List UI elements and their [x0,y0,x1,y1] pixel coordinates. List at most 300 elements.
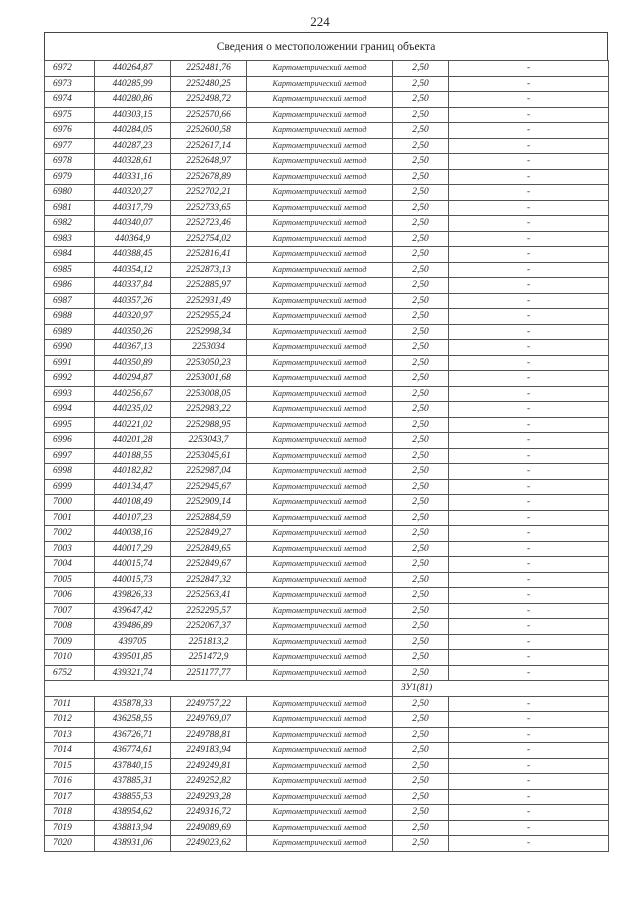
method-cell: Картометрический метод [247,479,393,495]
y-coordinate-cell: 2252849,27 [171,526,247,542]
table-row [45,138,609,154]
x-coordinate-cell: 439501,85 [95,650,171,666]
method-cell: Картометрический метод [247,138,393,154]
method-cell: Картометрический метод [247,712,393,728]
table-row [45,76,609,92]
x-coordinate-cell: 440317,79 [95,200,171,216]
method-cell: Картометрический метод [247,340,393,356]
accuracy-cell: 2,50 [393,836,449,852]
method-cell: Картометрический метод [247,789,393,805]
table-row [45,805,609,821]
description-cell: - [449,309,609,325]
description-cell: - [449,61,609,77]
accuracy-cell: 2,50 [393,138,449,154]
method-cell: Картометрический метод [247,510,393,526]
accuracy-cell: 2,50 [393,107,449,123]
description-cell: - [449,789,609,805]
point-number-cell: 6980 [45,185,95,201]
x-coordinate-cell: 440201,28 [95,433,171,449]
point-number-cell: 7018 [45,805,95,821]
point-number-cell: 7014 [45,743,95,759]
point-number-cell: 7001 [45,510,95,526]
description-cell: - [449,836,609,852]
method-cell: Картометрический метод [247,324,393,340]
point-number-cell: 7015 [45,758,95,774]
accuracy-cell: 2,50 [393,712,449,728]
method-cell: Картометрический метод [247,696,393,712]
table-row [45,634,609,650]
accuracy-cell: 2,50 [393,417,449,433]
point-number-cell: 6976 [45,123,95,139]
table-row [45,278,609,294]
y-coordinate-cell: 2249089,69 [171,820,247,836]
table-row [45,200,609,216]
method-cell: Картометрический метод [247,231,393,247]
table-row [45,820,609,836]
method-cell: Картометрический метод [247,355,393,371]
description-cell: - [449,92,609,108]
x-coordinate-cell: 440320,27 [95,185,171,201]
coordinates-table [44,60,609,852]
table-row [45,758,609,774]
y-coordinate-cell: 2252885,97 [171,278,247,294]
section-label: ЗУ1(81) [393,681,609,697]
description-cell: - [449,665,609,681]
x-coordinate-cell: 439826,33 [95,588,171,604]
description-cell: - [449,231,609,247]
method-cell: Картометрический метод [247,371,393,387]
point-number-cell: 6998 [45,464,95,480]
table-row [45,495,609,511]
point-number-cell: 6975 [45,107,95,123]
x-coordinate-cell: 440357,26 [95,293,171,309]
x-coordinate-cell: 440108,49 [95,495,171,511]
point-number-cell: 6985 [45,262,95,278]
method-cell: Картометрический метод [247,185,393,201]
y-coordinate-cell: 2249023,62 [171,836,247,852]
description-cell: - [449,169,609,185]
y-coordinate-cell: 2249788,81 [171,727,247,743]
table-title: Сведения о местоположении границ объекта [44,32,608,60]
description-cell: - [449,448,609,464]
table-row [45,541,609,557]
x-coordinate-cell: 440367,13 [95,340,171,356]
accuracy-cell: 2,50 [393,309,449,325]
point-number-cell: 7017 [45,789,95,805]
point-number-cell: 6992 [45,371,95,387]
y-coordinate-cell: 2252847,32 [171,572,247,588]
accuracy-cell: 2,50 [393,169,449,185]
x-coordinate-cell: 437885,31 [95,774,171,790]
y-coordinate-cell: 2252849,67 [171,557,247,573]
accuracy-cell: 2,50 [393,448,449,464]
y-coordinate-cell: 2249757,22 [171,696,247,712]
y-coordinate-cell: 2252617,14 [171,138,247,154]
y-coordinate-cell: 2253045,61 [171,448,247,464]
y-coordinate-cell: 2252067,37 [171,619,247,635]
table-row [45,293,609,309]
table-row [45,433,609,449]
x-coordinate-cell: 440017,29 [95,541,171,557]
x-coordinate-cell: 440350,89 [95,355,171,371]
accuracy-cell: 2,50 [393,154,449,170]
description-cell: - [449,650,609,666]
description-cell: - [449,433,609,449]
point-number-cell: 6994 [45,402,95,418]
description-cell: - [449,805,609,821]
x-coordinate-cell: 440284,05 [95,123,171,139]
table-row [45,371,609,387]
description-cell: - [449,402,609,418]
table-row [45,355,609,371]
accuracy-cell: 2,50 [393,572,449,588]
y-coordinate-cell: 2251472,9 [171,650,247,666]
point-number-cell: 6996 [45,433,95,449]
table-row [45,650,609,666]
y-coordinate-cell: 2252998,34 [171,324,247,340]
description-cell: - [449,572,609,588]
x-coordinate-cell: 439321,74 [95,665,171,681]
point-number-cell: 6981 [45,200,95,216]
accuracy-cell: 2,50 [393,541,449,557]
table-row [45,247,609,263]
description-cell: - [449,324,609,340]
x-coordinate-cell: 440182,82 [95,464,171,480]
method-cell: Картометрический метод [247,634,393,650]
table-row [45,123,609,139]
method-cell: Картометрический метод [247,216,393,232]
description-cell: - [449,510,609,526]
table-row [45,185,609,201]
y-coordinate-cell: 2249769,07 [171,712,247,728]
accuracy-cell: 2,50 [393,324,449,340]
point-number-cell: 7012 [45,712,95,728]
method-cell: Картометрический метод [247,293,393,309]
boundary-table-container [44,32,608,852]
description-cell: - [449,386,609,402]
x-coordinate-cell: 440188,55 [95,448,171,464]
accuracy-cell: 2,50 [393,262,449,278]
x-coordinate-cell: 440350,26 [95,324,171,340]
method-cell: Картометрический метод [247,557,393,573]
x-coordinate-cell: 440354,12 [95,262,171,278]
accuracy-cell: 2,50 [393,278,449,294]
table-row [45,510,609,526]
accuracy-cell: 2,50 [393,464,449,480]
table-row [45,619,609,635]
x-coordinate-cell: 435878,33 [95,696,171,712]
x-coordinate-cell: 440388,45 [95,247,171,263]
y-coordinate-cell: 2252480,25 [171,76,247,92]
method-cell: Картометрический метод [247,402,393,418]
page-number: 224 [310,14,330,29]
point-number-cell: 6983 [45,231,95,247]
point-number-cell: 6999 [45,479,95,495]
point-number-cell: 6990 [45,340,95,356]
y-coordinate-cell: 2253034 [171,340,247,356]
y-coordinate-cell: 2252987,04 [171,464,247,480]
accuracy-cell: 2,50 [393,216,449,232]
x-coordinate-cell: 440337,84 [95,278,171,294]
x-coordinate-cell: 440221,02 [95,417,171,433]
y-coordinate-cell: 2252945,67 [171,479,247,495]
description-cell: - [449,216,609,232]
table-row [45,603,609,619]
description-cell: - [449,495,609,511]
y-coordinate-cell: 2252481,76 [171,61,247,77]
description-cell: - [449,154,609,170]
method-cell: Картометрический метод [247,727,393,743]
y-coordinate-cell: 2253008,05 [171,386,247,402]
point-number-cell: 6989 [45,324,95,340]
x-coordinate-cell: 440328,61 [95,154,171,170]
y-coordinate-cell: 2253001,68 [171,371,247,387]
description-cell: - [449,696,609,712]
description-cell: - [449,417,609,433]
accuracy-cell: 2,50 [393,402,449,418]
method-cell: Картометрический метод [247,123,393,139]
y-coordinate-cell: 2252295,57 [171,603,247,619]
y-coordinate-cell: 2252702,21 [171,185,247,201]
table-row [45,464,609,480]
accuracy-cell: 2,50 [393,433,449,449]
description-cell: - [449,107,609,123]
x-coordinate-cell: 440331,16 [95,169,171,185]
accuracy-cell: 2,50 [393,479,449,495]
method-cell: Картометрический метод [247,417,393,433]
table-row [45,712,609,728]
point-number-cell: 7011 [45,696,95,712]
method-cell: Картометрический метод [247,805,393,821]
accuracy-cell: 2,50 [393,758,449,774]
x-coordinate-cell: 440015,74 [95,557,171,573]
accuracy-cell: 2,50 [393,634,449,650]
x-coordinate-cell: 440256,67 [95,386,171,402]
accuracy-cell: 2,50 [393,185,449,201]
description-cell: - [449,588,609,604]
method-cell: Картометрический метод [247,262,393,278]
y-coordinate-cell: 2253043,7 [171,433,247,449]
point-number-cell: 7019 [45,820,95,836]
table-row [45,402,609,418]
method-cell: Картометрический метод [247,665,393,681]
table-row [45,340,609,356]
method-cell: Картометрический метод [247,61,393,77]
method-cell: Картометрический метод [247,820,393,836]
description-cell: - [449,464,609,480]
description-cell: - [449,247,609,263]
x-coordinate-cell: 440107,23 [95,510,171,526]
point-number-cell: 6984 [45,247,95,263]
point-number-cell: 6752 [45,665,95,681]
description-cell: - [449,185,609,201]
point-number-cell: 6988 [45,309,95,325]
x-coordinate-cell: 436258,55 [95,712,171,728]
y-coordinate-cell: 2252884,59 [171,510,247,526]
section-row [45,681,609,697]
description-cell: - [449,619,609,635]
point-number-cell: 7006 [45,588,95,604]
y-coordinate-cell: 2252563,41 [171,588,247,604]
x-coordinate-cell: 440264,87 [95,61,171,77]
point-number-cell: 7000 [45,495,95,511]
description-cell: - [449,603,609,619]
table-row [45,92,609,108]
table-row [45,309,609,325]
point-number-cell: 7004 [45,557,95,573]
accuracy-cell: 2,50 [393,805,449,821]
table-row [45,386,609,402]
point-number-cell: 6987 [45,293,95,309]
method-cell: Картометрический метод [247,588,393,604]
accuracy-cell: 2,50 [393,665,449,681]
x-coordinate-cell: 440134,47 [95,479,171,495]
accuracy-cell: 2,50 [393,603,449,619]
accuracy-cell: 2,50 [393,200,449,216]
point-number-cell: 7007 [45,603,95,619]
accuracy-cell: 2,50 [393,743,449,759]
x-coordinate-cell: 439486,89 [95,619,171,635]
table-row [45,774,609,790]
accuracy-cell: 2,50 [393,557,449,573]
y-coordinate-cell: 2252816,41 [171,247,247,263]
x-coordinate-cell: 436774,61 [95,743,171,759]
x-coordinate-cell: 440038,16 [95,526,171,542]
table-row [45,526,609,542]
x-coordinate-cell: 440287,23 [95,138,171,154]
point-number-cell: 7002 [45,526,95,542]
description-cell: - [449,479,609,495]
x-coordinate-cell: 438813,94 [95,820,171,836]
method-cell: Картометрический метод [247,200,393,216]
y-coordinate-cell: 2252983,22 [171,402,247,418]
point-number-cell: 6977 [45,138,95,154]
x-coordinate-cell: 438931,06 [95,836,171,852]
accuracy-cell: 2,50 [393,789,449,805]
accuracy-cell: 2,50 [393,123,449,139]
accuracy-cell: 2,50 [393,588,449,604]
point-number-cell: 6993 [45,386,95,402]
y-coordinate-cell: 2249293,28 [171,789,247,805]
description-cell: - [449,200,609,216]
y-coordinate-cell: 2252733,65 [171,200,247,216]
x-coordinate-cell: 440340,07 [95,216,171,232]
description-cell: - [449,541,609,557]
y-coordinate-cell: 2251813,2 [171,634,247,650]
table-row [45,789,609,805]
description-cell: - [449,774,609,790]
description-cell: - [449,138,609,154]
description-cell: - [449,712,609,728]
accuracy-cell: 2,50 [393,371,449,387]
method-cell: Картометрический метод [247,774,393,790]
method-cell: Картометрический метод [247,247,393,263]
x-coordinate-cell: 439705 [95,634,171,650]
point-number-cell: 7003 [45,541,95,557]
accuracy-cell: 2,50 [393,619,449,635]
accuracy-cell: 2,50 [393,510,449,526]
y-coordinate-cell: 2251177,77 [171,665,247,681]
y-coordinate-cell: 2252873,13 [171,262,247,278]
table-row [45,216,609,232]
accuracy-cell: 2,50 [393,293,449,309]
description-cell: - [449,820,609,836]
y-coordinate-cell: 2252570,66 [171,107,247,123]
method-cell: Картометрический метод [247,76,393,92]
y-coordinate-cell: 2252988,95 [171,417,247,433]
description-cell: - [449,262,609,278]
method-cell: Картометрический метод [247,650,393,666]
method-cell: Картометрический метод [247,758,393,774]
table-row [45,169,609,185]
description-cell: - [449,634,609,650]
accuracy-cell: 2,50 [393,61,449,77]
accuracy-cell: 2,50 [393,231,449,247]
accuracy-cell: 2,50 [393,340,449,356]
method-cell: Картометрический метод [247,433,393,449]
point-number-cell: 7016 [45,774,95,790]
accuracy-cell: 2,50 [393,92,449,108]
x-coordinate-cell: 440280,86 [95,92,171,108]
point-number-cell: 7005 [45,572,95,588]
y-coordinate-cell: 2249249,81 [171,758,247,774]
x-coordinate-cell: 438855,53 [95,789,171,805]
y-coordinate-cell: 2249183,94 [171,743,247,759]
y-coordinate-cell: 2252931,49 [171,293,247,309]
y-coordinate-cell: 2252909,14 [171,495,247,511]
table-row [45,588,609,604]
point-number-cell: 6997 [45,448,95,464]
accuracy-cell: 2,50 [393,774,449,790]
accuracy-cell: 2,50 [393,696,449,712]
table-row [45,324,609,340]
method-cell: Картометрический метод [247,309,393,325]
x-coordinate-cell: 437840,15 [95,758,171,774]
table-row [45,417,609,433]
method-cell: Картометрический метод [247,743,393,759]
method-cell: Картометрический метод [247,448,393,464]
description-cell: - [449,293,609,309]
description-cell: - [449,727,609,743]
x-coordinate-cell: 440320,97 [95,309,171,325]
method-cell: Картометрический метод [247,464,393,480]
method-cell: Картометрический метод [247,154,393,170]
x-coordinate-cell: 440303,15 [95,107,171,123]
accuracy-cell: 2,50 [393,820,449,836]
accuracy-cell: 2,50 [393,76,449,92]
y-coordinate-cell: 2252723,46 [171,216,247,232]
point-number-cell: 6972 [45,61,95,77]
description-cell: - [449,76,609,92]
accuracy-cell: 2,50 [393,247,449,263]
y-coordinate-cell: 2252498,72 [171,92,247,108]
y-coordinate-cell: 2252678,89 [171,169,247,185]
table-row [45,665,609,681]
description-cell: - [449,758,609,774]
method-cell: Картометрический метод [247,836,393,852]
description-cell: - [449,526,609,542]
y-coordinate-cell: 2252648,97 [171,154,247,170]
table-row [45,448,609,464]
x-coordinate-cell: 440235,02 [95,402,171,418]
method-cell: Картометрический метод [247,169,393,185]
method-cell: Картометрический метод [247,572,393,588]
y-coordinate-cell: 2252849,65 [171,541,247,557]
point-number-cell: 6978 [45,154,95,170]
description-cell: - [449,743,609,759]
point-number-cell: 7013 [45,727,95,743]
table-row [45,61,609,77]
